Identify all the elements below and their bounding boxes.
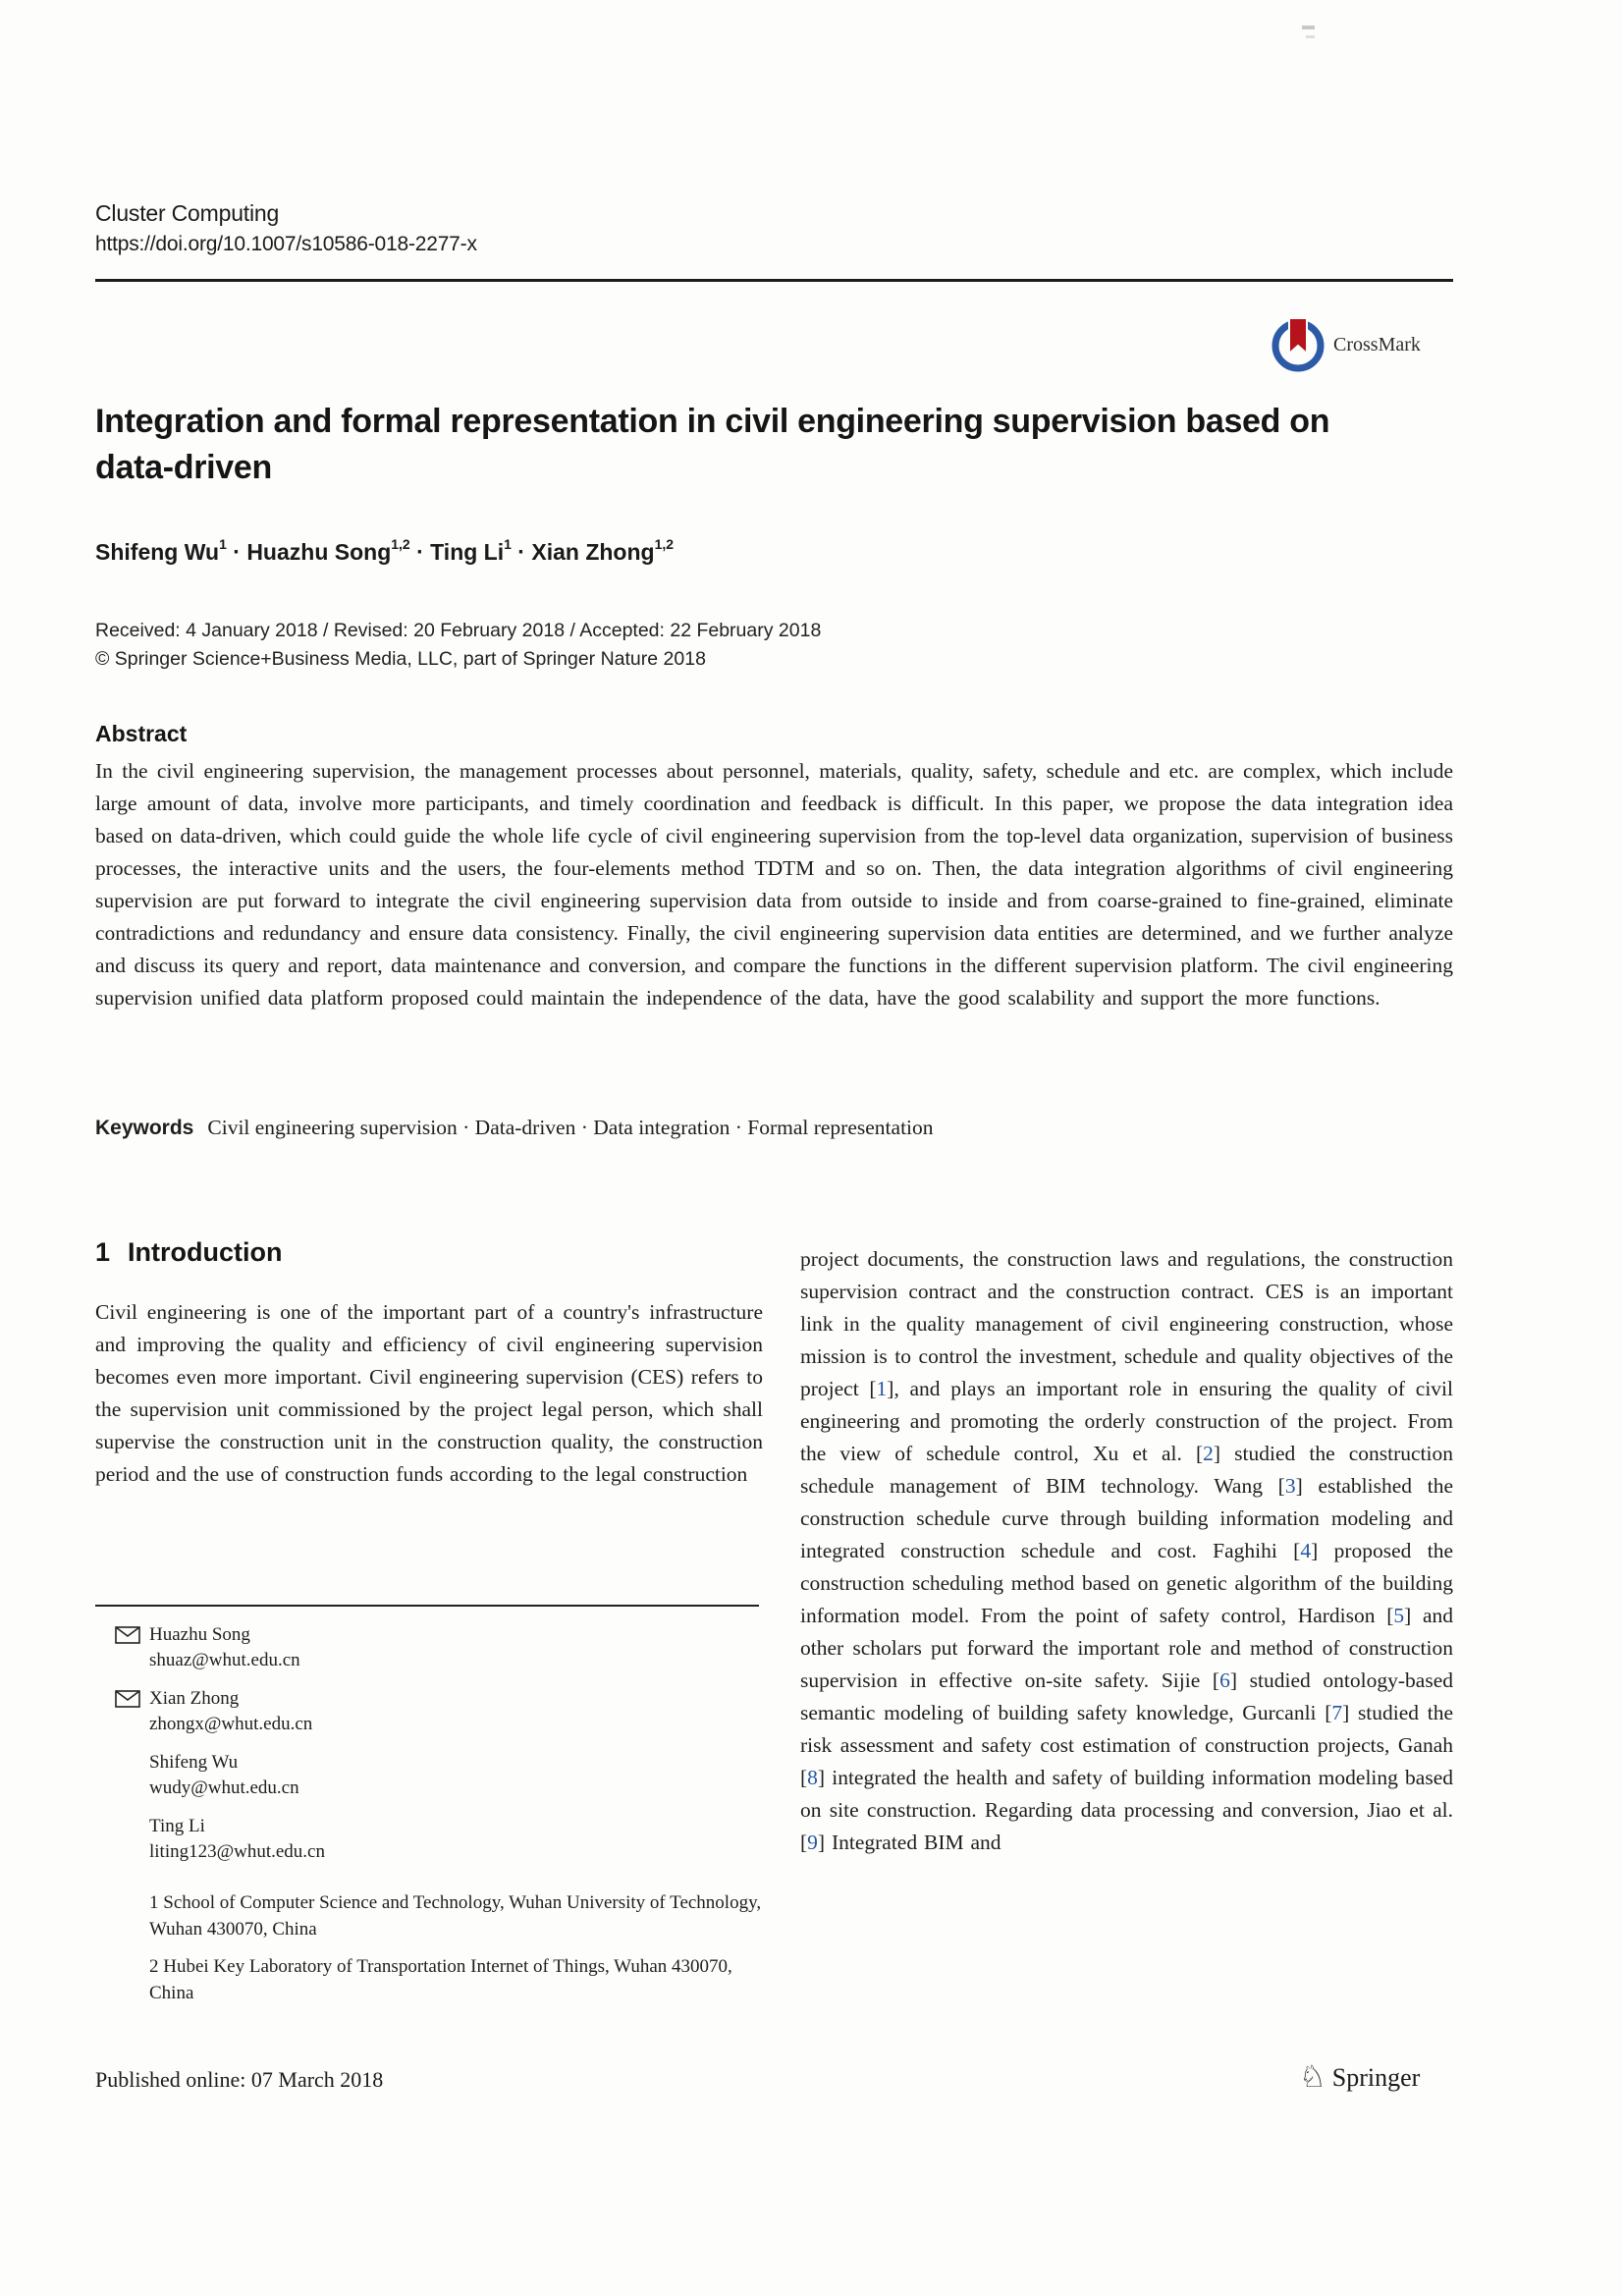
author-email: shuaz@whut.edu.cn	[149, 1650, 300, 1670]
section-heading-introduction	[95, 1237, 283, 1268]
affiliation-number: 1	[149, 1892, 159, 1913]
author-affiliation-sup: 1	[219, 536, 227, 552]
author-email: liting123@whut.edu.cn	[149, 1841, 325, 1862]
citation-link[interactable]: 4	[1300, 1539, 1312, 1562]
intro-paragraph-left-column: Civil engineering is one of the important part of a country's infrastructure and improving the quality and efficiency of civil engineering supervision becomes even more important. Civil engineering supervision (CES) refers to the supervision unit commissioned by the project legal person, which shall supervise the construction unit in the construction quality, the construction period and the use of construction funds according to the legal construction	[95, 1300, 763, 1486]
author-name: Xian Zhong	[149, 1688, 240, 1709]
author: Huazhu Song$^{1,2}$	[246, 536, 410, 565]
section-title: Introduction	[128, 1237, 283, 1267]
doi-link[interactable]: https://doi.org/10.1007/s10586-018-2277-x	[95, 233, 477, 255]
keywords-label: Keywords	[95, 1117, 194, 1139]
corresponding-author-entry	[95, 1622, 773, 1673]
citation-link[interactable]: 6	[1219, 1668, 1230, 1692]
author: Shifeng Wu$^1$	[95, 536, 227, 565]
envelope-icon	[115, 1690, 140, 1716]
header-rule	[95, 279, 1453, 282]
published-online-line: Published online: 07 March 2018	[95, 2067, 384, 2092]
envelope-icon	[115, 1626, 140, 1652]
citation-link[interactable]: 1	[876, 1377, 888, 1400]
paper-title: Integration and formal representation in civil engineering supervision based on data-driven	[95, 403, 1330, 486]
author-name: Shifeng Wu	[149, 1752, 239, 1773]
crossmark-label: CrossMark	[1333, 334, 1421, 355]
author-separator: ·	[511, 538, 532, 565]
intro-paragraph-right-column: project documents, the construction laws and regulations, the construction supervision contract and the construction contract. CES is an important link in the quality management of civil engineering construction, whose mission is to control the investment, schedule and quality objectives of the project [1], and plays an important role in ensuring the quality of civil engineering and promoting the orderly construction of the project. From the view of schedule control, Xu et al. [2] studied the construction schedule management of BIM technology. Wang [3] established the construction schedule curve through building information modeling and integrated construction schedule and cost. Faghihi [4] proposed the construction scheduling method based on genetic algorithm of the building information model. From the point of safety control, Hardison [5] and other scholars put forward the important role and method of construction supervision in effective on-site safety. Sijie [6] studied ontology-based semantic modeling of building safety knowledge, Gurcanli [7] studied the risk assessment and safety cost estimation of construction projects, Ganah [8] integrated the health and safety of building information modeling based on site construction. Regarding data processing and conversion, Jiao et al. [9] Integrated BIM and	[800, 1247, 1454, 1854]
affiliation-entry	[95, 1953, 773, 2006]
footnote-block	[95, 1622, 773, 2017]
citation-link[interactable]: 2	[1203, 1442, 1214, 1465]
crossmark-badge[interactable]	[1270, 312, 1421, 378]
author-affiliation-sup: 1,2	[391, 536, 410, 552]
affiliation-number: 2	[149, 1956, 159, 1977]
author-name: Ting Li	[149, 1816, 205, 1836]
springer-logo-text: Springer	[1331, 2062, 1421, 2092]
abstract-heading: Abstract	[95, 721, 188, 746]
citation-link[interactable]: 9	[807, 1831, 818, 1854]
section-number: 1	[95, 1237, 111, 1267]
author-email: zhongx@whut.edu.cn	[149, 1714, 313, 1734]
author-separator: ·	[409, 538, 431, 565]
affiliation-text: Hubei Key Laboratory of Transportation Internet of Things, Wuhan 430070, China	[149, 1956, 732, 2003]
received-revised-accepted-line: Received: 4 January 2018 / Revised: 20 February 2018 / Accepted: 22 February 2018	[95, 620, 822, 641]
author-name: Huazhu Song	[149, 1624, 250, 1645]
scan-artifact	[1302, 26, 1315, 29]
corresponding-author-entry	[95, 1686, 773, 1737]
citation-link[interactable]: 7	[1331, 1701, 1343, 1724]
springer-horse-icon: ♘	[1299, 2059, 1326, 2095]
author-contact-entry	[95, 1750, 773, 1801]
author: Xian Zhong$^{1,2}$	[531, 536, 675, 565]
affiliation-text: School of Computer Science and Technology, Wuhan University of Technology, Wuhan 430070, China	[149, 1892, 762, 1940]
copyright-line: © Springer Science+Business Media, LLC, part of Springer Nature 2018	[95, 648, 706, 670]
citation-link[interactable]: 5	[1393, 1604, 1405, 1627]
author-contact-entry	[95, 1814, 773, 1865]
citation-link[interactable]: 3	[1284, 1474, 1296, 1498]
keywords-text: Civil engineering supervision · Data-driven · Data integration · Formal representation	[207, 1116, 934, 1139]
springer-logo	[1299, 2059, 1421, 2095]
journal-name: Cluster Computing	[95, 200, 280, 226]
citation-link[interactable]: 8	[807, 1766, 818, 1789]
author-list	[95, 538, 674, 566]
author-email: wudy@whut.edu.cn	[149, 1777, 299, 1798]
abstract-text: In the civil engineering supervision, the management processes about personnel, materials, quality, safety, schedule and etc. are complex, which include large amount of data, involve more participants, and timely coordination and feedback is difficult. In this paper, we propose the data integration idea based on data-driven, which could guide the whole life cycle of civil engineering supervision from the top-level data organization, supervision of business processes, the interactive units and the users, the four-elements method TDTM and so on. Then, the data integration algorithms of civil engineering supervision are put forward to integrate the civil engineering supervision data from outside to inside and from coarse-grained to fine-grained, eliminate contradictions and redundancy and ensure data consistency. Finally, the civil engineering supervision data entities are determined, and we further analyze and discuss its query and report, data maintenance and conversion, and compare the functions in the different supervision platform. The civil engineering supervision unified data platform proposed could maintain the independence of the data, have the good scalability and support the more functions.	[95, 759, 1453, 1010]
author-separator: ·	[226, 538, 247, 565]
crossmark-icon	[1270, 312, 1326, 378]
affiliation-entry	[95, 1889, 773, 1942]
author-affiliation-sup: 1,2	[654, 536, 675, 552]
footnote-rule	[95, 1605, 759, 1607]
keywords-line	[95, 1116, 1453, 1140]
scan-artifact	[1306, 35, 1315, 38]
author-affiliation-sup: 1	[504, 536, 512, 552]
author: Ting Li$^1$	[430, 536, 512, 565]
